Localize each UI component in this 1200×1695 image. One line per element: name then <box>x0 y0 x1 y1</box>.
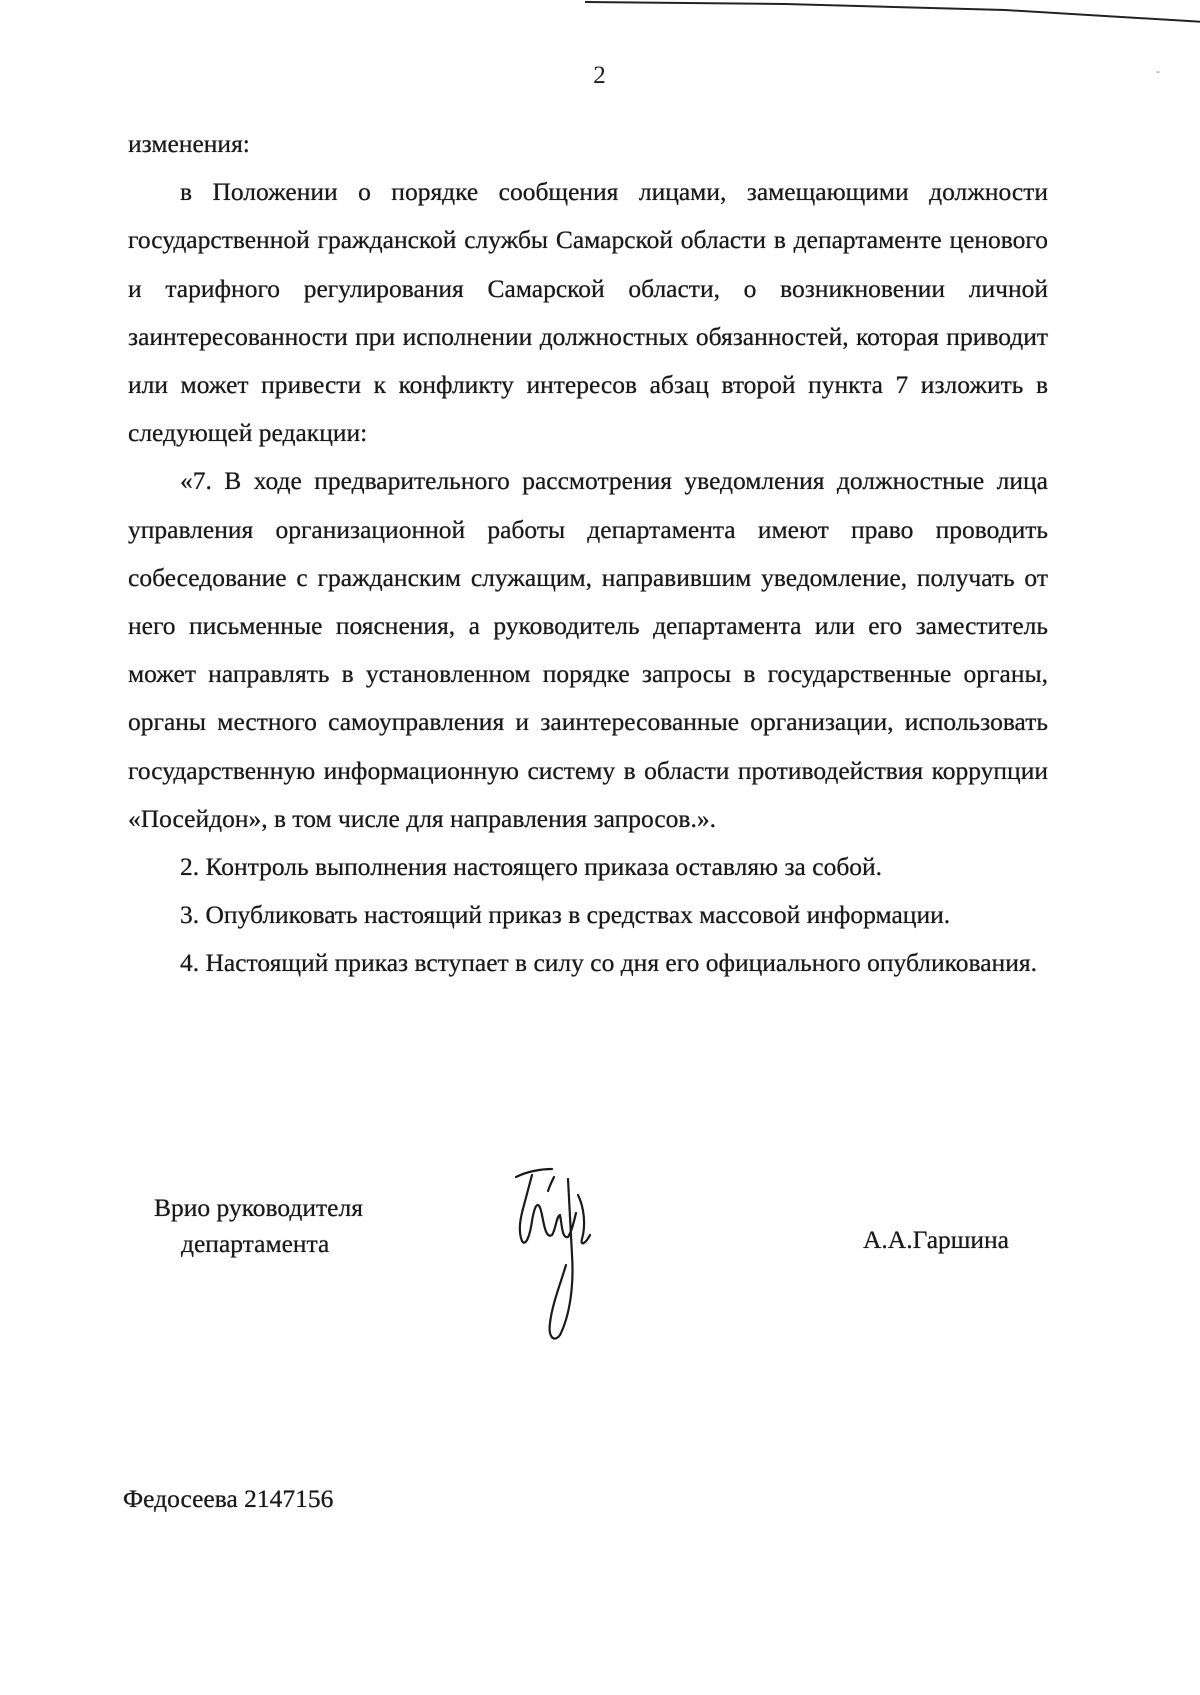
paragraph-item-2: 2. Контроль выполнения настоящего приказа оставляю за собой. <box>180 852 883 882</box>
handwritten-signature <box>490 1155 620 1345</box>
paragraph-item-3: 3. Опубликовать настоящий приказ в средствах массовой информации. <box>180 900 951 930</box>
signatory-position-line2: департамента <box>181 1229 330 1258</box>
document-body <box>128 120 1048 988</box>
paragraph-amendment: в Положении о порядке сообщения лицами, замещающими должности государственной гражданской службы Самарской области в департаменте ценового и тарифного регулирования Самарской области, о возникновении личной заинтересованности при исполнении должностных обязанностей, которая приводит или может привести к конфликту интересов абзац второй пункта 7 изложить в следующей редакции: <box>128 177 1048 448</box>
page-number: 2 <box>593 62 607 89</box>
signatory-position <box>154 1190 363 1262</box>
executor-contact: Федосеева 2147156 <box>123 1484 334 1513</box>
margin-mark: - <box>1156 64 1160 78</box>
signer-name: А.А.Гаршина <box>863 1225 1010 1254</box>
paragraph-intro: изменения: <box>128 129 250 158</box>
paragraph-new-wording: «7. В ходе предварительного рассмотрения уведомления должностные лица управления организационной работы департамента имеют право проводить собеседование с гражданским служащим, направившим уведомление, получать от него письменные пояснения, а руководитель департамента или его заместитель может направлять в установленном порядке запросы в государственные органы, органы местного самоуправления и заинтересованные организации, использовать государственную информационную систему в области противодействия коррупции «Посейдон», в том числе для направления запросов.». <box>128 466 1048 833</box>
signatory-position-line1: Врио руководителя <box>154 1193 363 1222</box>
scan-edge-line <box>585 0 1200 30</box>
paragraph-item-4: 4. Настоящий приказ вступает в силу со дня его официального опубликования. <box>180 948 1037 978</box>
